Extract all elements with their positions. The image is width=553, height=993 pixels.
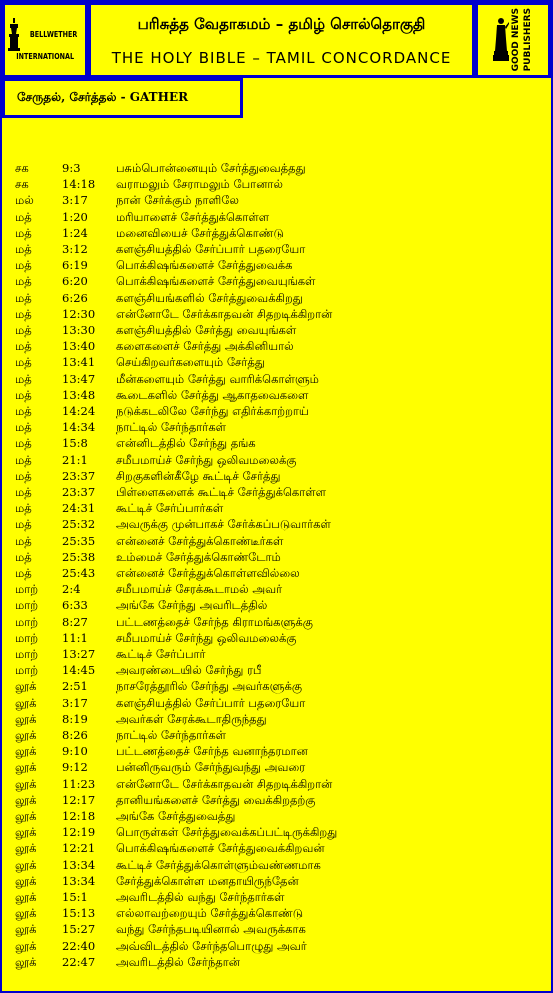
- entry-reference: 3:12: [62, 242, 88, 256]
- list-item: [0, 241, 553, 258]
- entry-reference: 13:41: [62, 355, 96, 370]
- entry-reference: 15:27: [62, 922, 96, 937]
- entry-book: லூக்: [15, 679, 37, 694]
- entry-reference: 22:47: [62, 954, 96, 969]
- list-item: [0, 403, 553, 420]
- entry-text: பிள்ளைகளைக் கூட்டிச் சேர்த்துக்கொள்ள: [116, 485, 327, 499]
- entry-book: லூக்: [15, 792, 37, 807]
- entry-book: லூக்: [15, 857, 37, 872]
- list-item: [0, 614, 553, 631]
- entry-reference: 12:19: [62, 825, 96, 840]
- entry-book: மத்: [15, 420, 32, 435]
- list-item: [0, 452, 553, 469]
- entry-reference: 14:24: [62, 404, 96, 418]
- entry-text: வராமலும் சேராமலும் போனால்: [116, 177, 283, 192]
- list-item: [0, 419, 553, 436]
- entry-text: களஞ்சியத்தில் சேர்த்து வையுங்கள்: [116, 323, 297, 337]
- topic-box: [2, 78, 243, 118]
- entry-text: சமீபமாய்ச் சேரக்கூடாமல் அவர்: [116, 582, 283, 597]
- entry-reference: 12:21: [62, 841, 96, 856]
- list-item: [0, 209, 553, 226]
- entry-text: கூட்டிச் சேர்ப்பார்கள்: [116, 501, 224, 516]
- entry-reference: 25:35: [62, 533, 96, 548]
- entry-text: எல்லாவற்றையும் சேர்த்துக்கொண்டு: [116, 906, 303, 921]
- entry-reference: 13:48: [62, 387, 96, 402]
- entry-reference: 12:17: [62, 792, 96, 807]
- list-item: [0, 938, 553, 955]
- entry-book: மத்: [15, 485, 32, 499]
- entry-text: நடுக்கடலிலே சேர்ந்து எதிர்க்காற்றாய்: [116, 404, 309, 418]
- entry-reference: 8:27: [62, 614, 88, 629]
- entry-book: மத்: [15, 566, 32, 580]
- entry-reference: 8:26: [62, 728, 88, 742]
- list-item: [0, 824, 553, 841]
- entry-book: மத்: [15, 355, 32, 370]
- entry-book: லூக்: [15, 841, 37, 856]
- entry-text: கூட்டிச் சேர்ப்பார்: [116, 647, 206, 661]
- list-item: [0, 549, 553, 566]
- entry-reference: 25:32: [62, 517, 96, 532]
- entry-book: மல்: [15, 193, 34, 208]
- list-item: [0, 500, 553, 517]
- entry-text: உம்மைச் சேர்த்துக்கொண்டோம்: [116, 549, 281, 564]
- entry-text: நான் சேர்க்கும் நாளிலே: [116, 193, 239, 208]
- list-item: [0, 290, 553, 307]
- entry-reference: 14:18: [62, 177, 96, 192]
- entry-book: மாற்: [15, 663, 39, 678]
- entry-book: லூக்: [15, 776, 37, 791]
- entry-text: அவரிடத்தில் வந்து சேர்ந்தார்கள்: [116, 890, 285, 904]
- entry-text: நாட்டில் சேர்ந்தார்கள்: [116, 420, 227, 435]
- list-item: [0, 905, 553, 922]
- entry-book: சக: [15, 161, 29, 175]
- entry-text: அங்கே சேர்த்துவைத்து: [116, 809, 236, 823]
- title-banner: [88, 2, 475, 78]
- entry-reference: 13:27: [62, 647, 96, 661]
- list-item: [0, 743, 553, 760]
- entry-book: மாற்: [15, 614, 39, 629]
- entry-book: லூக்: [15, 938, 37, 953]
- entry-book: மத்: [15, 258, 32, 273]
- good-news-logo: [475, 2, 551, 78]
- entry-text: அவ்விடத்தில் சேர்ந்தபொழுது அவர்: [116, 938, 307, 953]
- entry-book: மத்: [15, 274, 32, 289]
- entry-book: மத்: [15, 242, 32, 256]
- entry-text: கூட்டிச் சேர்த்துக்கொள்ளும்வண்ணமாக: [116, 857, 321, 872]
- entry-reference: 23:37: [62, 485, 96, 499]
- right-logo-line1: GOOD NEWS: [511, 8, 521, 72]
- list-item: [0, 889, 553, 906]
- entry-reference: 1:20: [62, 209, 88, 224]
- entry-reference: 6:19: [62, 258, 88, 273]
- entry-reference: 22:40: [62, 938, 96, 953]
- entry-text: பட்டணத்தைச் சேர்ந்த வனாந்தரமான: [116, 744, 308, 759]
- list-item: [0, 792, 553, 809]
- entry-text: அவர்கள் சேரக்கூடாதிருந்தது: [116, 711, 267, 726]
- list-item: [0, 176, 553, 193]
- entry-book: மாற்: [15, 647, 39, 661]
- list-item: [0, 711, 553, 728]
- list-item: [0, 695, 553, 712]
- entry-book: லூக்: [15, 695, 37, 710]
- entry-book: லூக்: [15, 954, 37, 969]
- entry-text: என்னிடத்தில் சேர்ந்து தங்க: [116, 436, 256, 451]
- entry-book: லூக்: [15, 906, 37, 921]
- entry-reference: 13:34: [62, 857, 96, 872]
- entry-text: மரியாளைச் சேர்த்துக்கொள்ள: [116, 209, 270, 224]
- entry-book: மத்: [15, 225, 32, 240]
- entry-reference: 6:20: [62, 274, 88, 289]
- entry-reference: 11:23: [62, 776, 96, 791]
- entry-reference: 6:26: [62, 290, 88, 305]
- entry-text: கூடைகளில் சேர்த்து ஆகாதவைகளை: [116, 387, 309, 402]
- entry-text: பன்னிருவரும் சேர்ந்துவந்து அவரை: [116, 760, 306, 775]
- entry-reference: 15:8: [62, 436, 88, 451]
- entry-text: சேர்த்துக்கொள்ள மனதாயிருந்தேன்: [116, 873, 299, 888]
- list-item: [0, 678, 553, 695]
- entry-reference: 24:31: [62, 501, 96, 516]
- list-item: [0, 322, 553, 339]
- entry-text: அங்கே சேர்ந்து அவரிடத்தில்: [116, 598, 268, 613]
- entry-text: அவரிடத்தில் சேர்ந்தான்: [116, 954, 240, 969]
- entry-book: லூக்: [15, 760, 37, 775]
- entry-book: லூக்: [15, 825, 37, 840]
- entry-text: என்னோடே சேர்க்காதவன் சிதறடிக்கிறான்: [116, 776, 333, 791]
- entry-reference: 25:43: [62, 566, 96, 580]
- entry-book: மத்: [15, 468, 32, 483]
- entry-book: மத்: [15, 339, 32, 354]
- list-item: [0, 646, 553, 663]
- list-item: [0, 338, 553, 355]
- entry-book: லூக்: [15, 873, 37, 888]
- entry-text: நாட்டில் சேர்ந்தார்கள்: [116, 728, 227, 742]
- entry-reference: 14:34: [62, 420, 96, 435]
- entry-text: பொருள்கள் சேர்த்துவைக்கப்பட்டிருக்கிறது: [116, 825, 338, 840]
- entry-reference: 6:33: [62, 598, 88, 613]
- entry-book: மத்: [15, 549, 32, 564]
- list-item: [0, 954, 553, 971]
- list-item: [0, 565, 553, 582]
- list-item: [0, 160, 553, 177]
- entry-reference: 21:1: [62, 452, 88, 467]
- entry-text: செய்கிறவர்களையும் சேர்த்து: [116, 355, 265, 370]
- entry-reference: 14:45: [62, 663, 96, 678]
- left-logo-line2: INTERNATIONAL: [16, 52, 74, 61]
- entry-book: லூக்: [15, 728, 37, 742]
- entry-reference: 25:38: [62, 549, 96, 564]
- list-item: [0, 921, 553, 938]
- entry-book: லூக்: [15, 744, 37, 759]
- list-item: [0, 306, 553, 323]
- entry-text: அவரண்டையில் சேர்ந்து ரபீ: [116, 663, 262, 678]
- entry-text: சமீபமாய்ச் சேர்ந்து ஒலிவமலைக்கு: [116, 630, 297, 645]
- list-item: [0, 354, 553, 371]
- entry-book: மத்: [15, 517, 32, 532]
- entry-reference: 3:17: [62, 695, 88, 710]
- entry-book: மத்: [15, 452, 32, 467]
- entry-book: மத்: [15, 501, 32, 516]
- entry-text: பட்டணத்தைச் சேர்ந்த கிராமங்களுக்கு: [116, 614, 313, 629]
- entry-reference: 13:34: [62, 873, 96, 888]
- list-item: [0, 192, 553, 209]
- entry-text: களைகளைச் சேர்த்து அக்கினியால்: [116, 339, 294, 354]
- entry-text: களஞ்சியங்களில் சேர்த்துவைக்கிறது: [116, 290, 303, 305]
- entry-book: மாற்: [15, 582, 39, 597]
- entry-book: மத்: [15, 290, 32, 305]
- entry-reference: 9:10: [62, 744, 88, 759]
- list-item: [0, 257, 553, 274]
- entry-text: என்னோடே சேர்க்காதவன் சிதறடிக்கிறான்: [116, 306, 333, 321]
- list-item: [0, 727, 553, 744]
- entry-book: லூக்: [15, 890, 37, 904]
- entry-reference: 9:3: [62, 161, 81, 175]
- entry-reference: 8:19: [62, 711, 88, 726]
- list-item: [0, 533, 553, 550]
- title-tamil: பரிசுத்த வேதாகமம் – தமிழ் சொல்தொகுதி: [137, 15, 426, 33]
- entry-reference: 13:47: [62, 371, 96, 386]
- entry-text: என்னைச் சேர்த்துக்கொள்ளவில்லை: [116, 566, 300, 580]
- list-item: [0, 273, 553, 290]
- entry-reference: 3:17: [62, 193, 88, 208]
- list-item: [0, 840, 553, 857]
- list-item: [0, 435, 553, 452]
- entry-reference: 12:18: [62, 809, 96, 823]
- preacher-figure-icon: [493, 17, 509, 63]
- entry-book: மாற்: [15, 598, 39, 613]
- entry-text: சிறகுகளின்கீழே கூட்டிச் சேர்த்து: [116, 468, 281, 483]
- list-item: [0, 484, 553, 501]
- entry-reference: 15:1: [62, 890, 88, 904]
- entry-text: அவருக்கு முன்பாகச் சேர்க்கப்படுவார்கள்: [116, 517, 331, 532]
- entry-book: லூக்: [15, 711, 37, 726]
- entry-reference: 1:24: [62, 225, 88, 240]
- entry-book: மத்: [15, 371, 32, 386]
- entry-text: பொக்கிஷங்களைச் சேர்த்துவைக்க: [116, 258, 293, 273]
- entry-text: தானியங்களைச் சேர்த்து வைக்கிறதற்கு: [116, 792, 316, 807]
- list-item: [0, 808, 553, 825]
- entry-book: லூக்: [15, 922, 37, 937]
- entry-text: பொக்கிஷங்களைச் சேர்த்துவையுங்கள்: [116, 274, 316, 289]
- entry-text: பசும்பொன்னையும் சேர்த்துவைத்தது: [116, 161, 306, 175]
- list-item: [0, 597, 553, 614]
- entry-text: மீன்களையும் சேர்த்து வாரிக்கொள்ளும்: [116, 371, 319, 386]
- entry-reference: 2:4: [62, 582, 81, 597]
- list-item: [0, 371, 553, 388]
- entry-book: மத்: [15, 306, 32, 321]
- entry-text: நாசரேத்தூரில் சேர்ந்து அவர்களுக்கு: [116, 679, 302, 694]
- entry-reference: 2:51: [62, 679, 88, 694]
- entry-book: லூக்: [15, 809, 37, 823]
- list-item: [0, 387, 553, 404]
- entry-text: மனைவியைச் சேர்த்துக்கொண்டு: [116, 225, 284, 240]
- entry-book: சக: [15, 177, 29, 192]
- entry-book: மத்: [15, 533, 32, 548]
- list-item: [0, 516, 553, 533]
- entry-reference: 13:30: [62, 323, 96, 337]
- entry-text: என்னைச் சேர்த்துக்கொண்டீர்கள்: [116, 533, 284, 548]
- entry-reference: 12:30: [62, 306, 96, 321]
- entry-reference: 9:12: [62, 760, 88, 775]
- entry-text: வந்து சேர்ந்தபடியினால் அவருக்காக: [116, 922, 306, 937]
- entry-book: மத்: [15, 209, 32, 224]
- bellwether-logo: [2, 2, 88, 78]
- entry-book: மாற்: [15, 630, 39, 645]
- entry-book: மத்: [15, 387, 32, 402]
- list-item: [0, 630, 553, 647]
- topic-heading: சேருதல், சேர்த்தல் - GATHER: [17, 90, 189, 104]
- entry-text: சமீபமாய்ச் சேர்ந்து ஒலிவமலைக்கு: [116, 452, 297, 467]
- list-item: [0, 225, 553, 242]
- list-item: [0, 662, 553, 679]
- left-logo-line1: BELLWETHER: [30, 30, 78, 39]
- entry-book: மத்: [15, 404, 32, 418]
- list-item: [0, 873, 553, 890]
- list-item: [0, 759, 553, 776]
- list-item: [0, 857, 553, 874]
- entry-text: களஞ்சியத்தில் சேர்ப்பார் பதரையோ: [116, 242, 306, 256]
- entry-book: மத்: [15, 323, 32, 337]
- entry-reference: 15:13: [62, 906, 96, 921]
- list-item: [0, 581, 553, 598]
- bell-tower-icon: [6, 18, 22, 52]
- right-logo-line2: PUBLISHERS: [523, 8, 533, 72]
- entry-reference: 11:1: [62, 630, 88, 645]
- entry-reference: 23:37: [62, 468, 96, 483]
- entry-book: மத்: [15, 436, 32, 451]
- title-english: THE HOLY BIBLE – TAMIL CONCORDANCE: [111, 49, 452, 67]
- list-item: [0, 468, 553, 485]
- list-item: [0, 776, 553, 793]
- entry-text: களஞ்சியத்தில் சேர்ப்பார் பதரையோ: [116, 695, 306, 710]
- entry-text: பொக்கிஷங்களைச் சேர்த்துவைக்கிறவன்: [116, 841, 325, 856]
- entry-reference: 13:40: [62, 339, 96, 354]
